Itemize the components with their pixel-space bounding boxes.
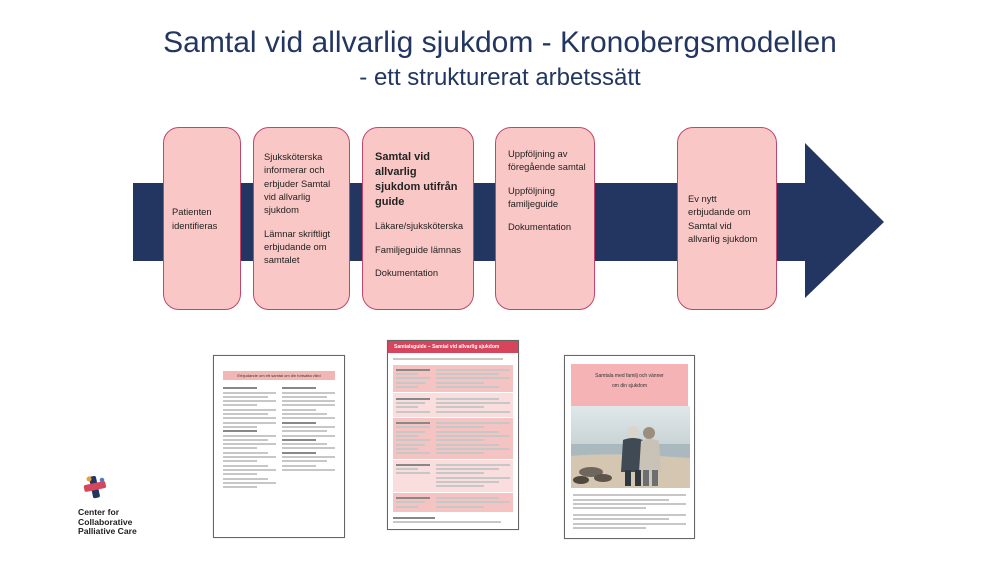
text-line — [223, 482, 276, 484]
text-line — [436, 444, 499, 446]
couple-beach-photo — [571, 406, 690, 488]
text-line — [223, 443, 276, 445]
text-line — [436, 431, 499, 433]
step-follow-up — [495, 127, 595, 310]
text-line — [282, 409, 316, 411]
text-line — [282, 422, 316, 424]
family-guide-thumbnail — [564, 355, 695, 539]
text-line — [282, 413, 327, 415]
text-line — [573, 499, 669, 501]
step-3-text-1: Läkare/sjuksköterska — [375, 220, 464, 232]
page-title: Samtal vid allvarlig sjukdom - Kronobergsmodellen — [163, 26, 837, 59]
logo-line-3: Palliative Care — [78, 526, 137, 537]
text-line — [573, 518, 669, 520]
text-line — [436, 485, 484, 487]
text-line — [396, 506, 418, 508]
text-line — [282, 447, 335, 449]
text-line — [396, 444, 425, 446]
text-line — [436, 369, 510, 371]
step-3-text-2: Familjeguide lämnas — [375, 243, 461, 255]
text-line — [436, 452, 484, 454]
text-line — [436, 398, 499, 400]
text-line — [282, 417, 335, 419]
text-line — [223, 400, 276, 402]
step-4-text-3: Dokumentation — [508, 221, 572, 233]
text-line — [282, 426, 335, 428]
text-line — [396, 406, 418, 408]
text-line — [223, 447, 257, 449]
text-line — [282, 430, 327, 432]
text-line — [573, 523, 686, 525]
text-line — [282, 452, 316, 454]
text-line — [223, 404, 257, 406]
family-guide-header-line-1: Samtala med familj och vänner — [595, 373, 664, 379]
text-line — [393, 517, 435, 519]
text-line — [223, 486, 257, 488]
guide-intro — [388, 353, 518, 365]
text-line — [436, 506, 484, 508]
text-line — [436, 377, 510, 379]
text-line — [573, 507, 646, 509]
text-line — [396, 386, 418, 388]
family-guide-header-line-2: om din sjukdom — [611, 382, 647, 389]
text-line — [396, 369, 430, 371]
text-line — [396, 411, 430, 413]
text-line — [223, 430, 257, 432]
text-line — [282, 400, 335, 402]
text-line — [573, 494, 686, 496]
text-line — [396, 497, 430, 499]
step-nurse-offer — [253, 127, 350, 310]
text-line — [396, 402, 425, 404]
offer-letter-column-left — [223, 385, 276, 490]
text-line — [573, 514, 686, 516]
text-line — [573, 527, 646, 529]
step-4-text-2: Uppföljning familjeguide — [508, 184, 559, 210]
text-line — [282, 396, 327, 398]
text-line — [396, 439, 430, 441]
step-patient-identified — [163, 127, 241, 310]
guide-row-3 — [393, 418, 513, 460]
step-2-text-1: Sjuksköterska informerar och erbjuder Samtal vid allvarlig sjukdom — [264, 151, 331, 216]
text-line — [436, 468, 499, 470]
text-line — [223, 396, 268, 398]
step-3-text-3: Dokumentation — [375, 267, 439, 279]
text-line — [396, 472, 430, 474]
family-guide-body-text — [565, 488, 694, 529]
text-line — [436, 497, 499, 499]
text-line — [396, 464, 430, 466]
step-2-text-2: Lämnar skriftligt erbjudande om samtalet — [264, 227, 331, 266]
text-line — [282, 439, 316, 441]
text-line — [223, 392, 276, 394]
text-line — [396, 448, 418, 450]
text-line — [436, 422, 510, 424]
text-line — [436, 481, 499, 483]
text-line — [223, 469, 276, 471]
text-line — [223, 460, 257, 462]
text-line — [282, 392, 335, 394]
offer-letter-columns — [214, 380, 344, 490]
text-line — [223, 413, 268, 415]
offer-letter-column-right — [282, 385, 335, 490]
text-line — [223, 387, 257, 389]
guide-row-5 — [393, 493, 513, 513]
text-line — [436, 406, 484, 408]
logo-line-2: Collaborative — [78, 516, 133, 527]
step-conversation — [362, 127, 474, 310]
text-line — [223, 409, 276, 411]
step-5-text: Ev nytt erbjudande om Samtal vid allvarlig sjukdom — [688, 192, 758, 244]
guide-row-4 — [393, 460, 513, 493]
text-line — [436, 448, 510, 450]
text-line — [573, 503, 686, 505]
logo-text — [78, 508, 158, 537]
step-3-heading: Samtal vid allvarlig sjukdom utifrån guide — [375, 151, 458, 208]
text-line — [436, 402, 510, 404]
text-line — [396, 422, 430, 424]
text-line — [436, 501, 510, 503]
text-line — [282, 460, 327, 462]
text-line — [436, 435, 510, 437]
guide-row-1 — [393, 365, 513, 394]
text-line — [396, 435, 418, 437]
text-line — [223, 478, 268, 480]
text-line — [436, 382, 484, 384]
ccpc-logo — [78, 474, 158, 537]
page-subtitle: - ett strukturerat arbetssätt — [359, 64, 641, 91]
step-4-text-1: Uppföljning av föregående samtal — [508, 148, 586, 173]
text-line — [223, 456, 276, 458]
text-line — [396, 468, 418, 470]
guide-footer — [388, 513, 518, 528]
offer-letter-thumbnail — [213, 355, 345, 538]
text-line — [223, 422, 276, 424]
text-line — [223, 465, 268, 467]
text-line — [223, 435, 276, 437]
text-line — [396, 452, 430, 454]
text-line — [223, 417, 276, 419]
text-line — [436, 411, 510, 413]
text-line — [436, 439, 484, 441]
text-line — [396, 377, 430, 379]
text-line — [282, 456, 335, 458]
text-line — [436, 386, 499, 388]
text-line — [396, 501, 425, 503]
text-line — [223, 452, 268, 454]
text-line — [396, 431, 425, 433]
text-line — [396, 426, 430, 428]
text-line — [436, 373, 499, 375]
step-new-offer — [677, 127, 777, 310]
step-1-text: Patienten identifieras — [172, 206, 218, 231]
text-line — [396, 373, 418, 375]
text-line — [282, 465, 316, 467]
text-line — [396, 382, 425, 384]
text-line — [436, 472, 484, 474]
family-guide-header — [571, 364, 688, 406]
text-line — [282, 404, 335, 406]
text-line — [436, 464, 510, 466]
text-line — [223, 426, 257, 428]
text-line — [282, 435, 335, 437]
logo-line-1: Center for — [78, 507, 120, 517]
text-line — [436, 426, 484, 428]
text-line — [282, 387, 316, 389]
offer-letter-header: Erbjudande om ett samtal om din fortsatta vård — [223, 371, 335, 380]
text-line — [223, 473, 257, 475]
cross-people-logo-icon — [82, 474, 108, 500]
conversation-guide-header: Samtalsguide – Samtal vid allvarlig sjukdom — [388, 341, 518, 353]
text-line — [396, 398, 430, 400]
guide-row-2 — [393, 393, 513, 417]
text-line — [282, 469, 335, 471]
text-line — [393, 521, 501, 523]
conversation-guide-thumbnail — [387, 340, 519, 530]
text-line — [223, 439, 268, 441]
text-line — [282, 443, 327, 445]
text-line — [393, 358, 503, 360]
text-line — [436, 477, 510, 479]
